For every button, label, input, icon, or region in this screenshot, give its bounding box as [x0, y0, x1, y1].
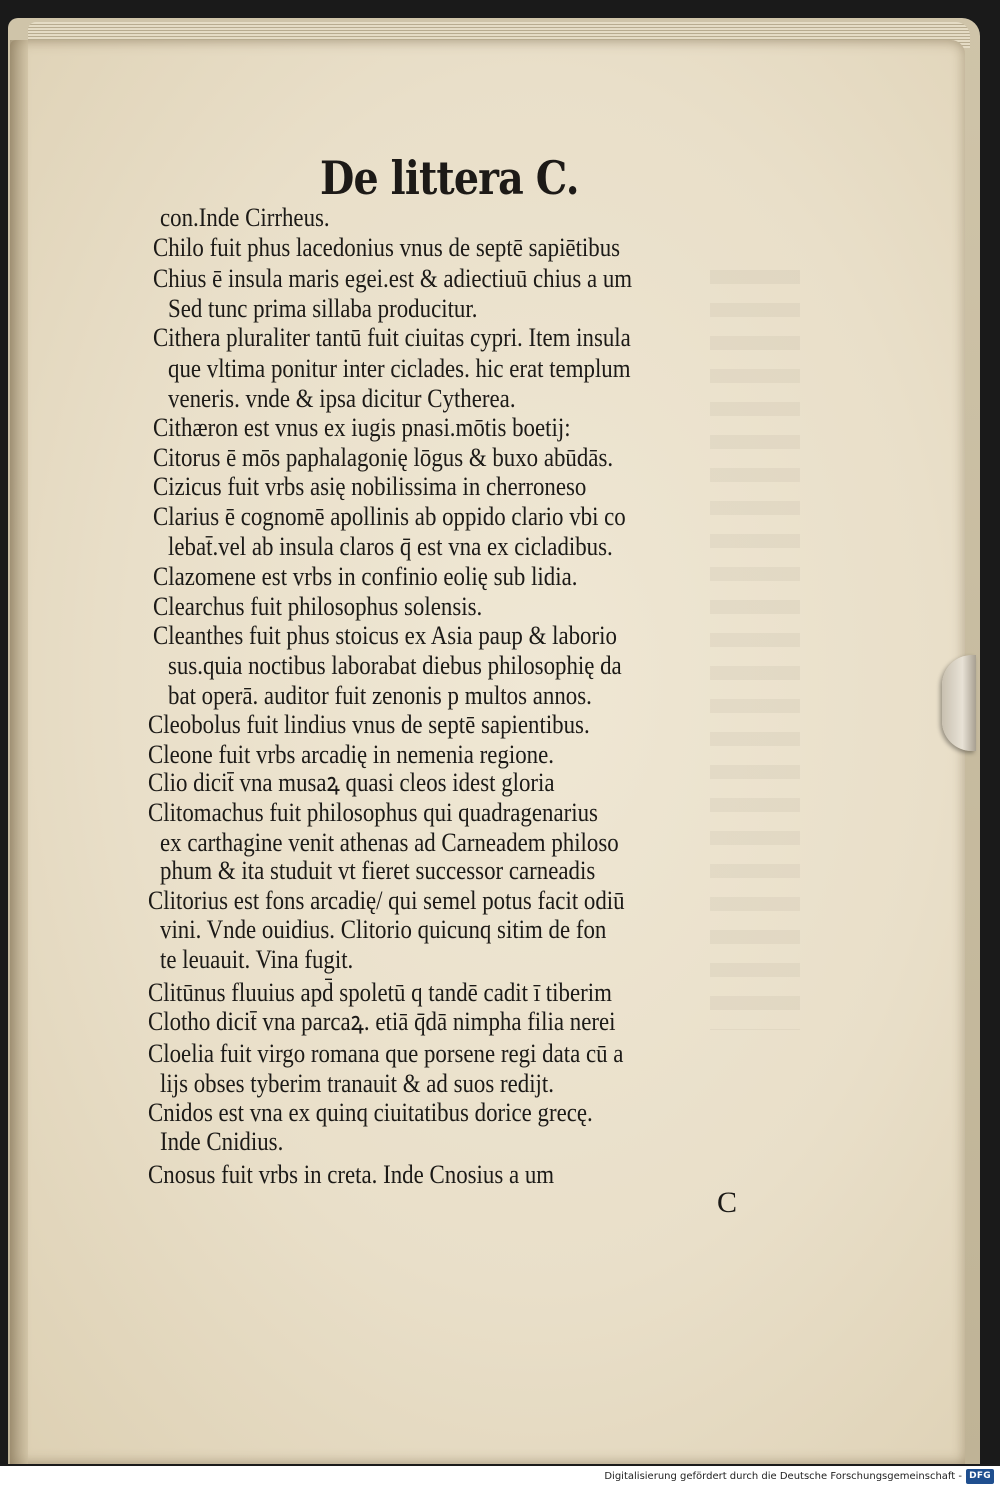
- text-line: bat operā. auditor fuit zenonis p multos annos.: [168, 681, 592, 710]
- text-line: Cnidos est vna ex quinq ciuitatibus dorice grecę.: [148, 1098, 593, 1127]
- text-line: Citorus ē mōs paphalagonię lōgus & buxo abūdās.: [153, 443, 614, 472]
- text-line: Cleanthes fuit phus stoicus ex Asia paup & laborio: [153, 621, 617, 650]
- text-line: que vltima ponitur inter ciclades. hic erat templum: [168, 354, 631, 383]
- text-line: Clitomachus fuit philosophus qui quadragenarius: [148, 798, 598, 827]
- text-line: Chilo fuit phus lacedonius vnus de septē sapiētibus: [153, 233, 621, 262]
- text-line: veneris. vnde & ipsa dicitur Cytherea.: [168, 384, 516, 413]
- text-line: Clio dicit̄ vna musaꝝ quasi cleos idest gloria: [148, 768, 555, 797]
- text-line: lebat̄.vel ab insula claros q̄ est vna ex cicladibus.: [168, 532, 613, 561]
- text-line: Clazomene est vrbs in confinio eolię sub lidia.: [153, 562, 578, 591]
- page-heading: De littera C.: [320, 151, 579, 205]
- text-line: Cleobolus fuit lindius vnus de septē sapientibus.: [148, 710, 590, 739]
- text-line: Clarius ē cognomē apollinis ab oppido clario vbi co: [153, 502, 626, 531]
- text-line: Cloelia fuit virgo romana que porsene regi data cū a: [148, 1039, 624, 1068]
- text-line: con.Inde Cirrheus.: [160, 203, 330, 232]
- text-line: Cithæron est vnus ex iugis pnasi.mōtis boetij:: [153, 413, 571, 442]
- text-line: vini. Vnde ouidius. Clitorio quicunq sitim de fon: [160, 915, 607, 944]
- text-line: Chius ē insula maris egei.est & adiectiuū chius a um: [153, 264, 633, 293]
- signature-mark: C: [717, 1186, 738, 1219]
- footer-credit: Digitalisierung gefördert durch die Deutsche Forschungsgemeinschaft -: [604, 1471, 962, 1482]
- text-line: te leuauit. Vina fugit.: [160, 945, 354, 974]
- text-line: Cnosus fuit vrbs in creta. Inde Cnosius a um: [148, 1160, 555, 1189]
- text-line: Inde Cnidius.: [160, 1127, 284, 1156]
- text-line: Sed tunc prima sillaba producitur.: [168, 294, 478, 323]
- text-line: lijs obses tyberim tranauit & ad suos redijt.: [160, 1069, 554, 1098]
- dfg-logo: DFG: [966, 1469, 994, 1484]
- text-line: Clotho dicit̄ vna parcaꝝ. etiā q̄dā nimpha filia nerei: [148, 1007, 616, 1036]
- footer-bar: [0, 1466, 1000, 1488]
- text-line: Cithera pluraliter tantū fuit ciuitas cypri. Item insula: [153, 323, 631, 352]
- text-line: Clitorius est fons arcadię/ qui semel potus facit odiū: [148, 886, 625, 915]
- text-line: phum & ita studuit vt fieret successor carneadis: [160, 856, 596, 885]
- text-line: Clitūnus fluuius apd̄ spoletū q tandē cadit ī tiberim: [148, 978, 612, 1007]
- text-line: sus.quia noctibus laborabat diebus philosophię da: [168, 651, 622, 680]
- text-line: Cizicus fuit vrbs asię nobilissima in cherroneso: [153, 472, 587, 501]
- text-line: ex carthagine venit athenas ad Carneadem philoso: [160, 828, 619, 857]
- text-line: Clearchus fuit philosophus solensis.: [153, 592, 483, 621]
- text-line: Cleone fuit vrbs arcadię in nemenia regione.: [148, 740, 554, 769]
